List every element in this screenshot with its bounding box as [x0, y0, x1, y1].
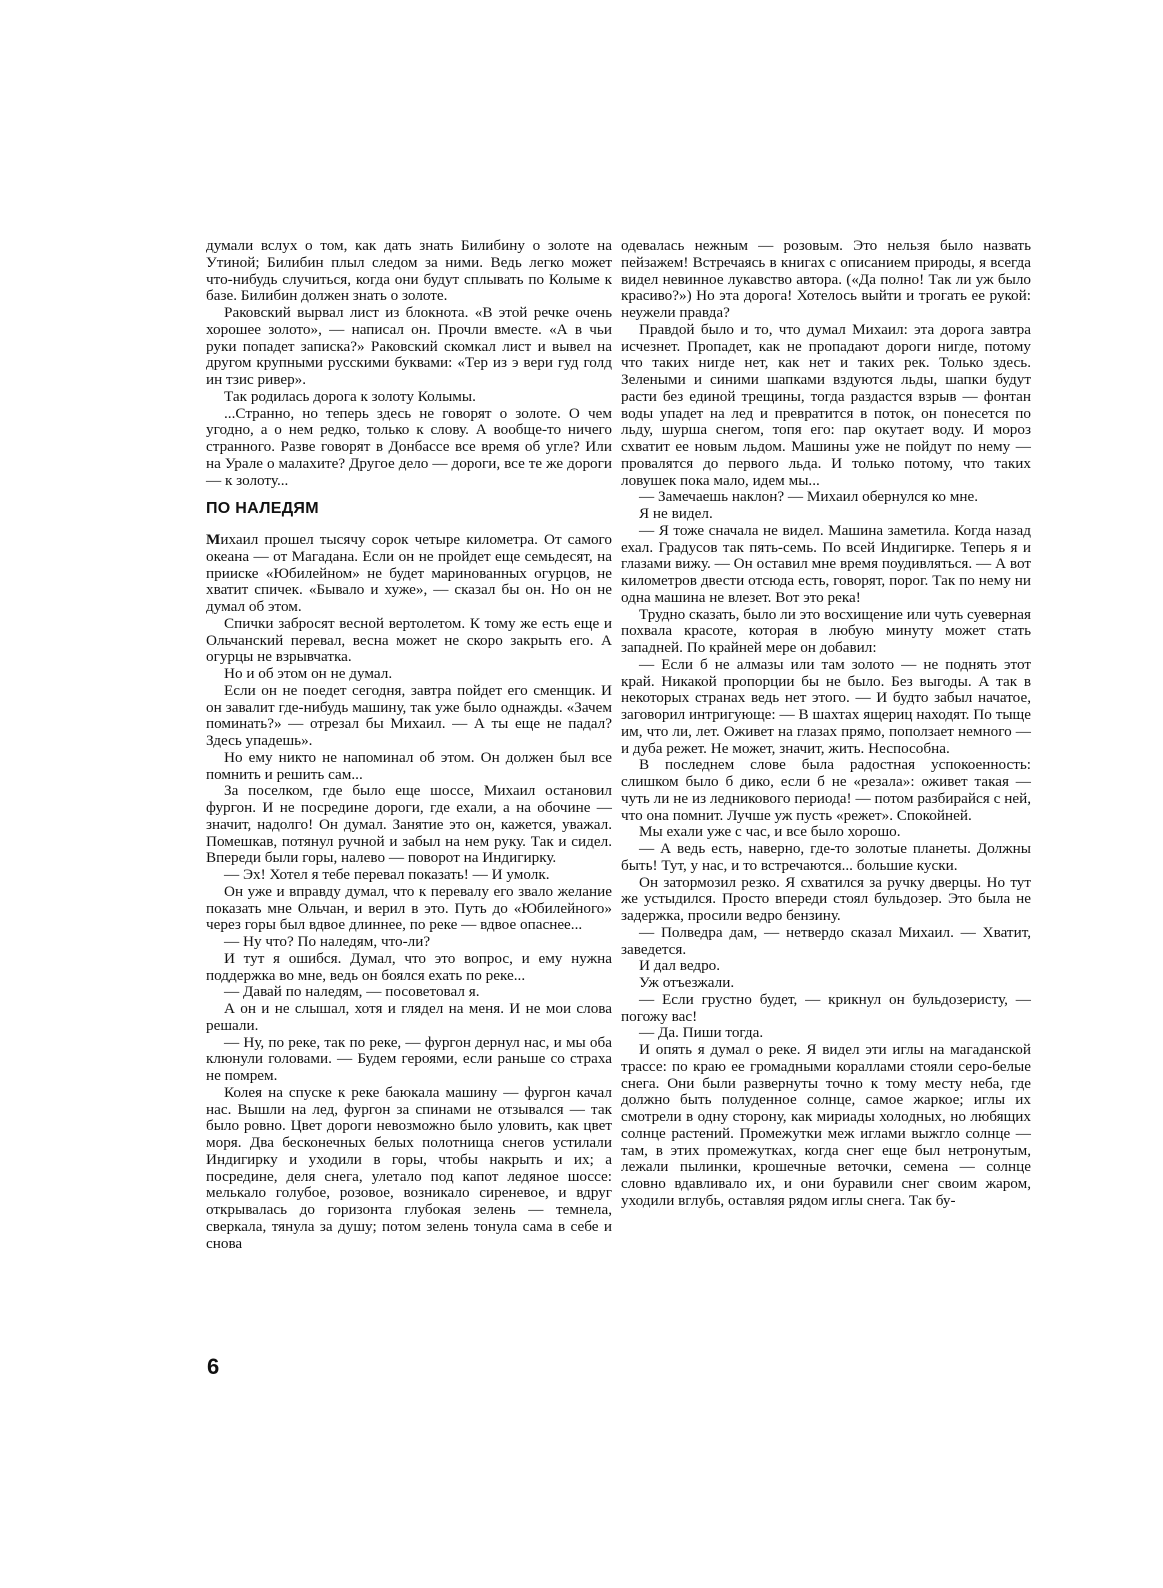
paragraph: ...Странно, но теперь здесь не говорят о золоте. О чем угодно, а о нем редко, только к слову. А вообще-то ничего странного. Разве говорят в Донбассе все время об угле? Или на Урале о малахите? Другое дело — дороги, все те же дороги — к золоту... [206, 404, 612, 489]
paragraph: И опять я думал о реке. Я видел эти иглы на магаданской трассе: по краю ее громадными кораллами стояли серо-белые снега. Они были развернуты точно к тому месту неба, где должно быть полуденное солнце, самое жаркое; иглы их смотрели в одну сторону, как мириады холодных, но любящих солнце растений. Промежутки меж иглами выжгло солнце — там, в этих промежутках, когда снег еще был нетронутым, лежали пылинки, крошечные веточки, семена — солнце словно вдавливало их, и они буравили снег своим жаром, уходили вглубь, оставляя рядом иглы снега. Так бу- [621, 1041, 1031, 1209]
paragraph: одевалась нежным — розовым. Это нельзя было назвать пейзажем! Встречаясь в книгах с описанием природы, я всегда видел невинное лукавство автора. («Да полно! Так ли уж было красиво?») Но эта дорога! Хотелось выйти и трогать ее рукой: неужели правда? [621, 237, 1031, 321]
dialogue-line: — Если грустно будет, — крикнул он бульдозеристу, — погожу вас! [621, 990, 1031, 1025]
drop-cap-letter: М [206, 531, 221, 548]
page-number: 6 [207, 1354, 220, 1379]
dialogue-line: — Давай по наледям, — посоветовал я. [224, 983, 480, 1001]
dialogue-line: — Полведра дам, — нетвердо сказал Михаил. — Хватит, заведется. [621, 923, 1031, 958]
dialogue-line: — Ну что? По наледям, что-ли? [224, 933, 431, 950]
right-text-column [621, 238, 1031, 1210]
paragraph: В последнем слове была радостная успокоенность: слишком было б дико, если б не «резала»: оживет такая — чуть ли не из ледникового периода! — потом разбирайся с ней, что она помнит. Лучше уж пусть «режет». Спокойней. [621, 756, 1031, 824]
paragraph: Правдой было и то, что думал Михаил: эта дорога завтра исчезнет. Пропадет, как не пропадают дороги нигде, потому что таких нигде нет, как нет и таких рек. Только здесь. Зелеными и синими шапками вздуются льды, шапки будут расти без единой трещины, тогда раздастся взрыв — фонтан воды упадет на лед и превратится в поток, он понесется по льду, шурша снегом, топя его: пар окутает воду. И мороз схватит ее новым льдом. Машины уже не пойдут по нему — провалятся до первого льда. И только потому, что таких ловушек пока мало, идем мы... [621, 320, 1031, 489]
paragraph: Спички забросят весной вертолетом. К тому же есть еще и Ольчанский перевал, весна может не скоро закрыть его. А огурцы не взрывчатка. [206, 614, 612, 666]
paragraph: Он затормозил резко. Я схватился за ручку дверцы. Но тут же устыдился. Просто впереди стоял бульдозер. Это была не задержка, просили ведро бензину. [621, 873, 1031, 924]
paragraph: Он уже и вправду думал, что к перевалу его звало желание показать мне Ольчан, и верил в это. Путь до «Юбилейного» через горы был вдвое длиннее, по реке — вдвое опаснее... [206, 882, 612, 934]
section-heading: ПО НАЛЕДЯМ [206, 500, 319, 518]
paragraph: Я не видел. [639, 505, 713, 522]
paragraph: Раковский вырвал лист из блокнота. «В этой речке очень хорошее золото», — написал он. Прочли вместе. «А в чьи руки попадет записка?» Раковский скомкал лист и вывел на другом крупными русскими буквами: «Тер из э вери гуд голд ин тзис ривер». [206, 304, 612, 388]
paragraph: А он и не слышал, хотя и глядел на меня. И не мои слова решали. [206, 1000, 612, 1034]
paragraph: думали вслух о том, как дать знать Билибину о золоте на Утиной; Билибин плыл следом за ними. Ведь легко может что-нибудь случиться, когда они будут сплывать по Колыме к базе. Билибин должен знать о золоте. [206, 237, 612, 305]
dialogue-line: — Замечаешь наклон? — Михаил обернулся ко мне. [639, 488, 979, 506]
dialogue-line: — А ведь есть, наверно, где-то золотые планеты. Должны быть! Тут, у нас, и то встречаются... большие куски. [621, 840, 1031, 874]
left-text-column [206, 238, 612, 1252]
paragraph: Колея на спуске к реке баюкала машину — фургон качал нас. Вышли на лед, фургон за спинами не отзывался — так было ровно. Цвет дороги невозможно было уловить, как цвет моря. Два бесконечных белых полотнища снегов устилали Индигирку и уходили в горы, чтобы накрыть и их; а посредине, деля снега, улетало под капот ледяное шоссе: мелькало голубое, розовое, возникало сиреневое, и вдруг открывалась до горизонта глубокая зелень — темнела, сверкала, тянула за душу; потом зелень тонула сама в себе и снова [206, 1083, 612, 1252]
paragraph: Но ему никто не напоминал об этом. Он должен был все помнить и решить сам... [206, 748, 612, 783]
dialogue-line: — Если б не алмазы или там золото — не поднять этот край. Никакой пропорции бы не было. Без выгоды. А так в некоторых странах ведь нет этого. — И будто забыл начатое, заговорил интригующе: — В шахтах ящериц находят. По тыще им, что ли, лет. Оживет на глазах прямо, поползает немного — и дуба режет. Не может, значит, жить. Неспособна. [621, 655, 1031, 757]
paragraph: Мы ехали уже с час, и все было хорошо. [639, 823, 901, 841]
paragraph: Трудно сказать, было ли это восхищение или чуть суеверная похвала красоте, которая в любую минуту может стать западней. По крайней мере он добавил: [621, 605, 1031, 656]
dialogue-line: — Я тоже сначала не видел. Машина заметила. Когда назад ехал. Градусов так пять-семь. По всей Индигирке. Теперь я и глазами вижу. — Он оставил мне время поудивляться. — А вот километров двести отсюда есть, говорят, порог. Так по нему ни одна машина не влезет. Вот это река! [621, 521, 1031, 606]
dialogue-line: — Да. Пиши тогда. [639, 1024, 764, 1042]
first-paragraph-text: ихаил прошел тысячу сорок четыре километра. От самого океана — от Магадана. Если он не пройдет еще семьдесят, на прииске «Юбилейном» не будет маринованных огурцов, не хватит спичек. «Бывало и хуже», — сказал бы он. Но он не думал об этом. [206, 531, 612, 615]
paragraph: Если он не поедет сегодня, завтра пойдет его сменщик. И он завалит где-нибудь машину, так уже было однажды. «Зачем поминать?» — отрезал бы Михаил. — А ты еще не падал? Здесь упадешь». [206, 681, 612, 749]
paragraph: Уж отъезжали. [639, 974, 735, 991]
paragraph: И дал ведро. [639, 957, 721, 975]
paragraph: За поселком, где было еще шоссе, Михаил остановил фургон. И не посредине дороги, где ехали, а на обочине — значит, надолго! Он думал. Занятие это он, кажется, уважал. Помешкав, потянул ручной и забыл на нем руку. Так и сидел. Впереди были горы, налево — поворот на Индигирку. [206, 782, 612, 867]
paragraph: И тут я ошибся. Думал, что это вопрос, и ему нужна поддержка во мне, ведь он боялся ехать по реке... [206, 949, 612, 984]
paragraph: Так родилась дорога к золоту Колымы. [224, 387, 476, 405]
first-paragraph [206, 532, 612, 616]
paragraph: Но и об этом он не думал. [224, 665, 393, 682]
dialogue-line: — Эх! Хотел я тебе перевал показать! — И умолк. [224, 866, 550, 883]
dialogue-line: — Ну, по реке, так по реке, — фургон дернул нас, и мы оба клюнули головами. — Будем героями, если раньше со страха не помрем. [206, 1033, 612, 1084]
